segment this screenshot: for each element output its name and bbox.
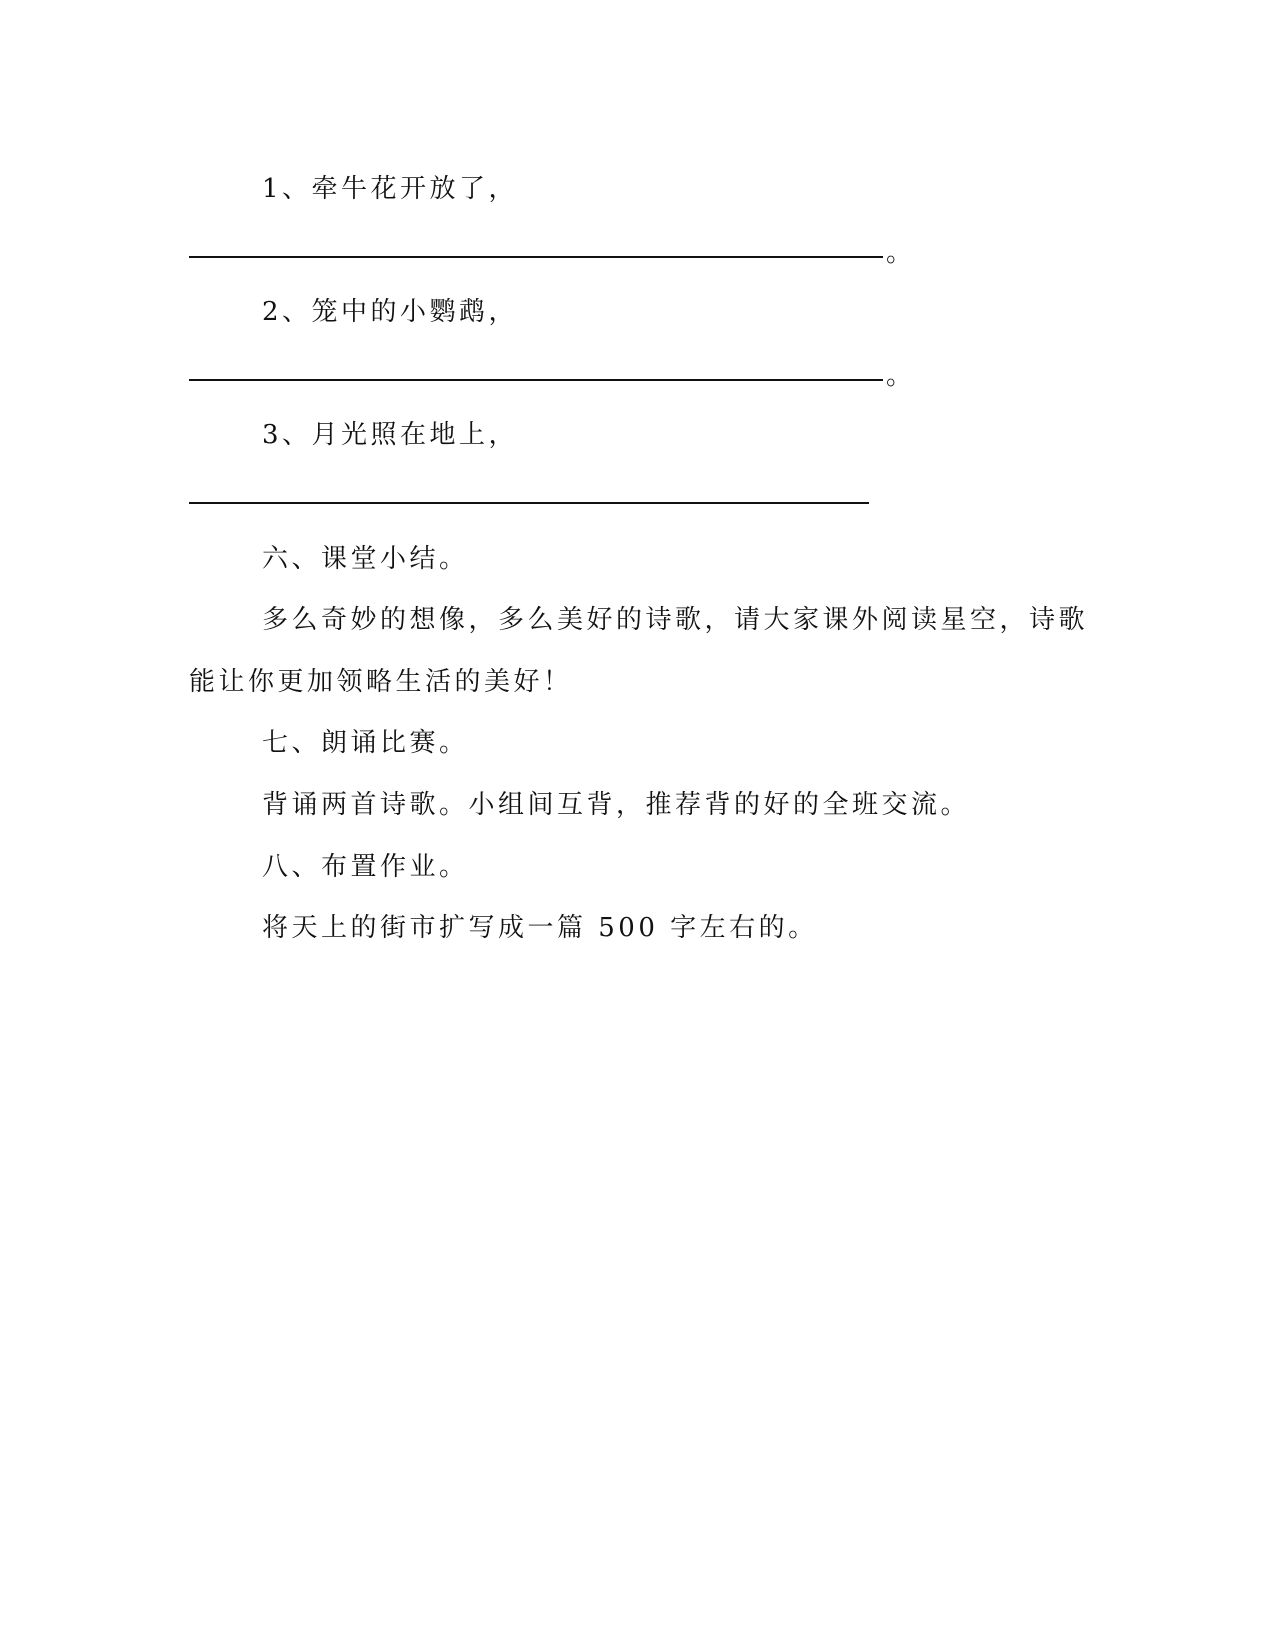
summary-body-line-1: 多么奇妙的想像，多么美好的诗歌，请大家课外阅读星空，诗歌 (262, 605, 1089, 635)
summary-heading: 六、课堂小结。 (262, 544, 469, 574)
exercise-item-2-end-mark: 。 (886, 361, 913, 391)
exercise-item-3-answer-blank (189, 502, 869, 504)
exercise-item-2-prompt: 2、笼中的小鹦鹉， (262, 297, 519, 327)
recital-body: 背诵两首诗歌。小组间互背，推荐背的好的全班交流。 (262, 790, 971, 820)
exercise-item-1-prompt: 1、牵牛花开放了， (262, 174, 519, 204)
exercise-item-3-prompt: 3、月光照在地上， (262, 420, 519, 450)
exercise-item-1-answer-blank (189, 256, 883, 258)
homework-body: 将天上的街市扩写成一篇 500 字左右的。 (262, 913, 818, 943)
exercise-item-1-end-mark: 。 (886, 238, 913, 268)
summary-body-line-2: 能让你更加领略生活的美好！ (189, 667, 573, 697)
recital-heading: 七、朗诵比赛。 (262, 728, 469, 758)
exercise-item-2-answer-blank (189, 379, 883, 381)
homework-heading: 八、布置作业。 (262, 852, 469, 882)
